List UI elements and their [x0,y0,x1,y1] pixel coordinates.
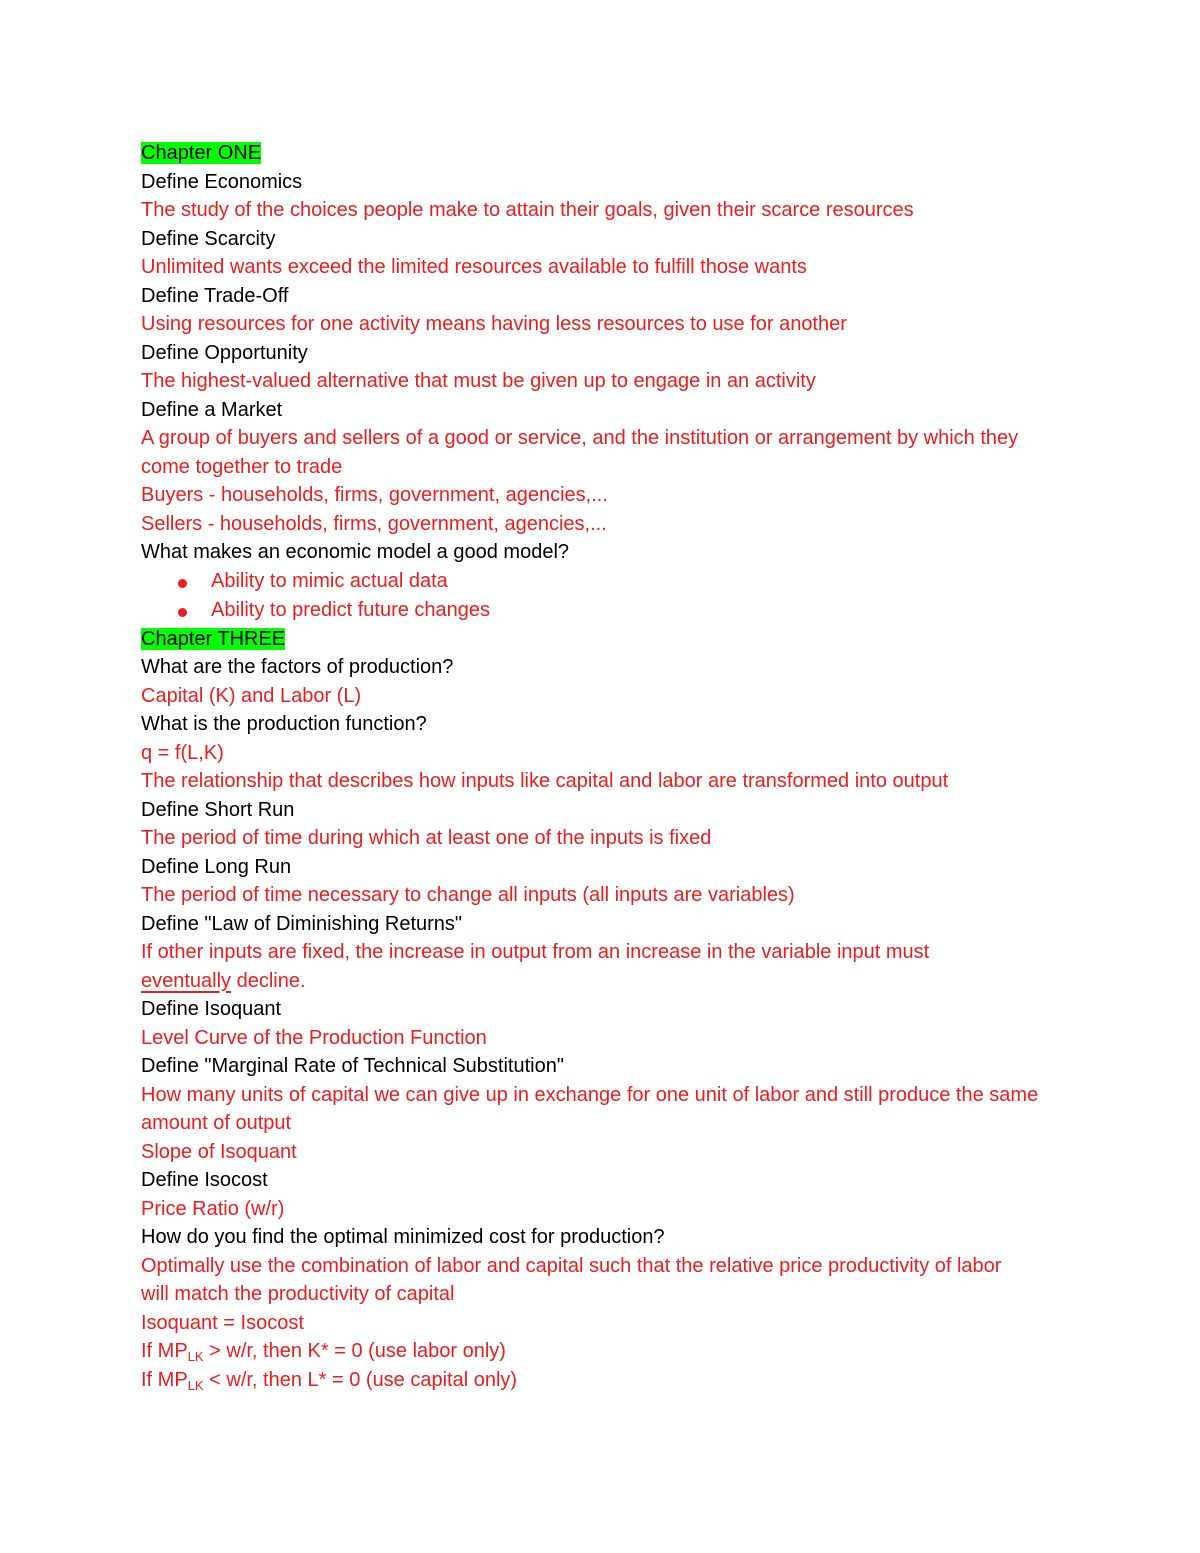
chapter-one-heading: Chapter ONE [141,142,262,164]
question-mrts: Define "Marginal Rate of Technical Substitution" [141,1055,564,1077]
rule-labor-only: If $MP_{LK} > w/r$, then K* = 0 (use labor only) [141,1340,506,1364]
chapter-three-heading: Chapter THREE [141,627,286,650]
bullet-dot-icon [178,608,187,617]
answer-mrts-slope: Slope of Isoquant [141,1140,297,1163]
list-item: Ability to predict future changes [141,596,1081,625]
good-model-bullet-list [141,567,1081,625]
question-isocost: Define Isocost [141,1169,268,1191]
answer-short-run: The period of time during which at least one of the inputs is fixed [141,827,712,849]
answer-market-sellers: Sellers - households, firms, government, agencies,... [141,512,607,535]
question-short-run: Define Short Run [141,798,295,821]
answer-long-run: The period of time necessary to change all inputs (all inputs are variables) [141,884,795,906]
answer-market-buyers: Buyers - households, firms, government, agencies,... [141,484,608,506]
question-isoquant: Define Isoquant [141,998,282,1020]
answer-scarcity: Unlimited wants exceed the limited resources available to fulfill those wants [141,256,807,278]
answer-diminishing-returns: If other inputs are fixed, the increase in output from an increase in the variable input must [141,941,930,963]
answer-market: A group of buyers and sellers of a good or service, and the institution or arrangement by which they come together to trade [141,427,1019,478]
answer-mrts: How many units of capital we can give up in exchange for one unit of labor and still produce the same amount of output [141,1083,1039,1134]
answer-production-function: The relationship that describes how inputs like capital and labor are transformed into output [141,770,949,792]
answer-factors-of-production: Capital (K) and Labor (L) [141,684,362,707]
answer-optimal-cost: Optimally use the combination of labor and capital such that the relative price productivity of labor will match the productivity of capital [141,1254,1002,1305]
list-item: Ability to mimic actual data [141,567,1081,596]
question-opportunity: Define Opportunity [141,341,308,364]
question-market: Define a Market [141,398,283,421]
question-trade-off: Define Trade-Off [141,284,289,307]
rule-capital-only: If $MP_{LK} < w/r$, then L* = 0 (use capital only) [141,1368,518,1393]
answer-isoquant-equals-isocost: Isoquant = Isocost [141,1311,304,1334]
bullet-dot-icon [178,579,187,588]
answer-opportunity: The highest-valued alternative that must be given up to engage in an activity [141,370,816,392]
document-page [141,139,1081,1394]
question-diminishing-returns: Define "Law of Diminishing Returns" [141,912,463,935]
answer-production-function-formula: q = f(L,K) [141,741,224,764]
answer-economics: The study of the choices people make to attain their goals, given their scarce resources [141,199,914,221]
question-long-run: Define Long Run [141,855,292,878]
underlined-word: eventually [141,969,232,992]
question-optimal-cost: How do you find the optimal minimized cost for production? [141,1226,665,1248]
answer-diminishing-returns-cont: eventually decline. [141,969,306,992]
question-production-function: What is the production function? [141,713,427,735]
question-economics: Define Economics [141,170,303,193]
question-factors-of-production: What are the factors of production? [141,656,454,678]
question-good-model: What makes an economic model a good model? [141,541,570,563]
answer-isocost: Price Ratio (w/r) [141,1197,285,1220]
answer-trade-off: Using resources for one activity means having less resources to use for another [141,313,847,335]
answer-isoquant: Level Curve of the Production Function [141,1026,487,1049]
question-scarcity: Define Scarcity [141,227,276,250]
